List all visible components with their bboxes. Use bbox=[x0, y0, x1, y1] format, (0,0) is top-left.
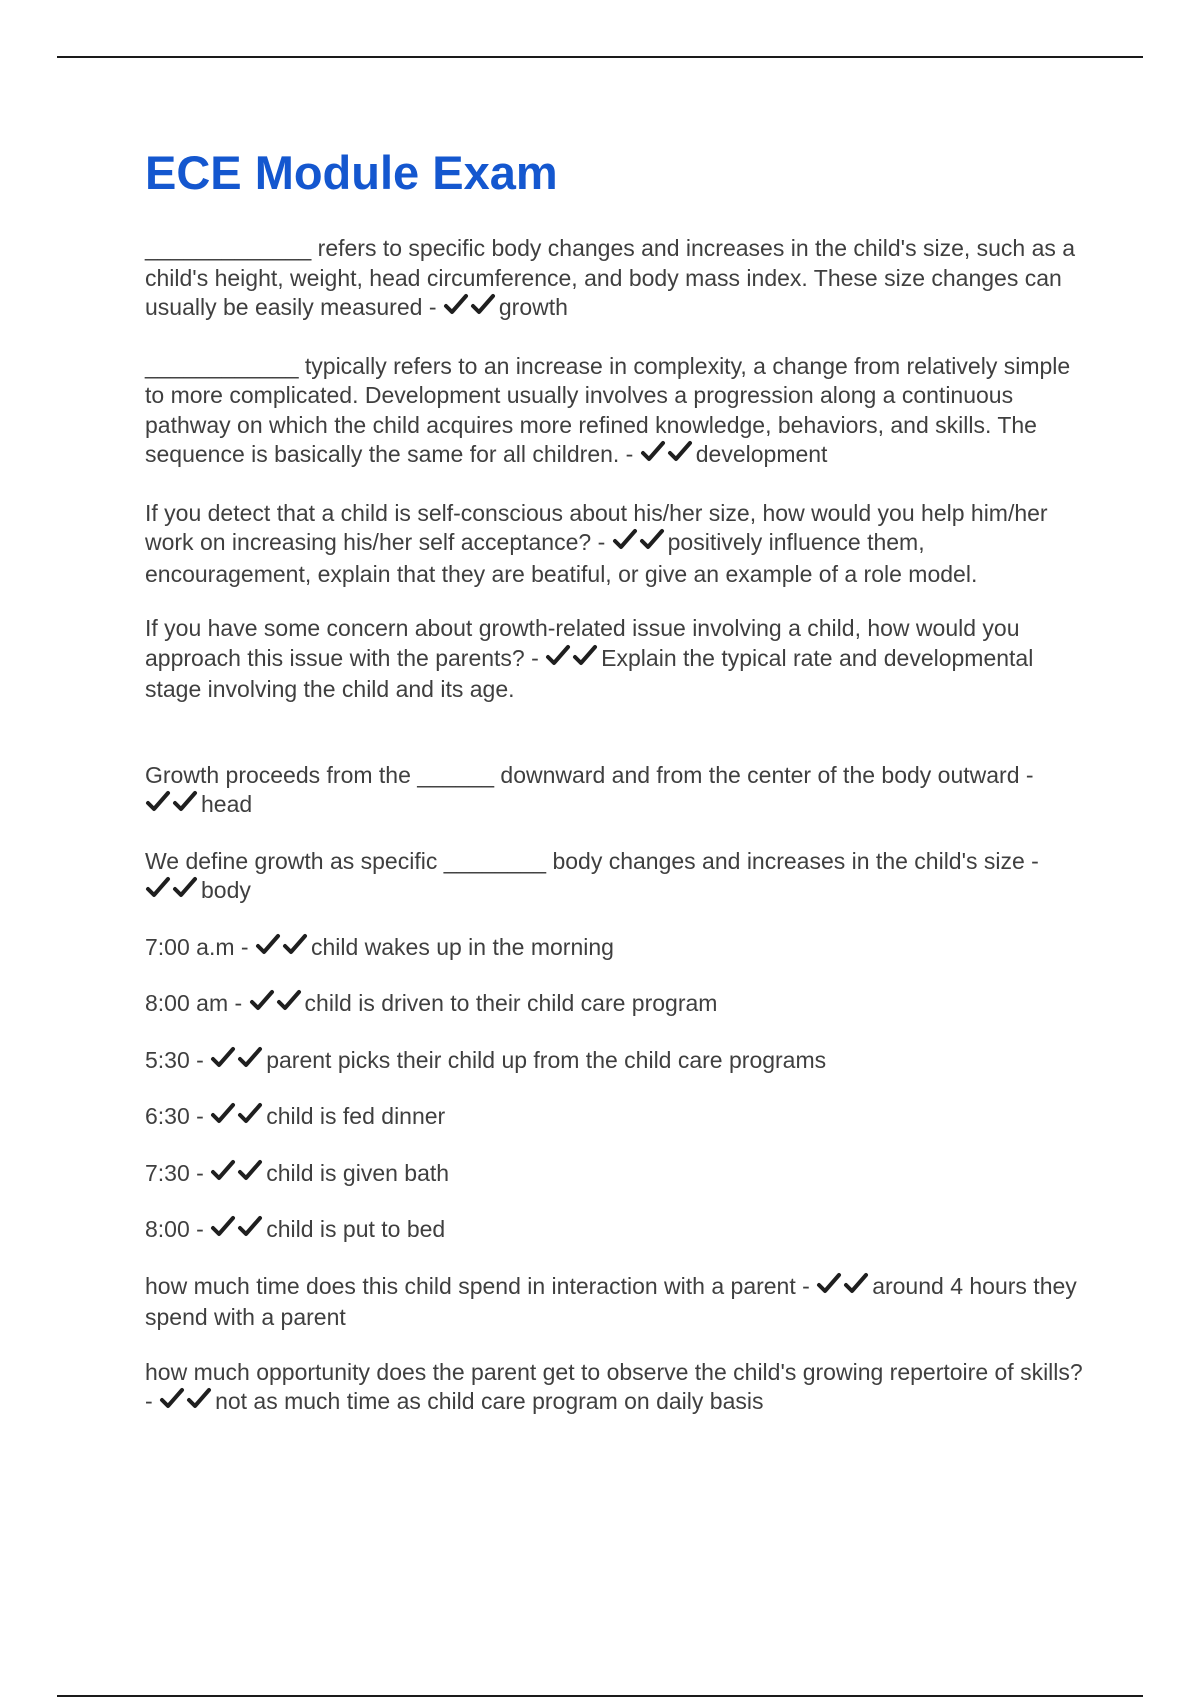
top-rule bbox=[57, 56, 1143, 58]
flashcard bbox=[145, 614, 1095, 705]
check-icon bbox=[249, 989, 276, 1013]
flashcard bbox=[145, 499, 1095, 590]
document-body bbox=[145, 140, 1095, 1419]
check-icon bbox=[210, 1102, 237, 1126]
check-icon bbox=[276, 989, 303, 1013]
card-question: 8:00 - bbox=[145, 1216, 204, 1242]
card-answer: not as much time as child care program on daily basis bbox=[215, 1388, 764, 1414]
card-question: how much opportunity does the parent get to observe the child's growing repertoire of skills? - bbox=[145, 1358, 1083, 1414]
card-answer: growth bbox=[498, 294, 568, 320]
card-question: 5:30 - bbox=[145, 1046, 204, 1073]
check-icon bbox=[237, 1159, 264, 1183]
flashcard bbox=[145, 933, 1095, 965]
check-icon bbox=[843, 1272, 870, 1296]
flashcard bbox=[145, 1102, 1095, 1134]
check-icon bbox=[640, 440, 667, 464]
flashcard-list bbox=[145, 234, 1095, 1419]
card-answer: head bbox=[201, 791, 253, 817]
card-question: 8:00 am - bbox=[145, 990, 243, 1016]
flashcard bbox=[145, 1046, 1095, 1078]
flashcard bbox=[145, 1358, 1095, 1419]
check-icon bbox=[667, 440, 694, 464]
flashcard bbox=[145, 761, 1095, 822]
card-answer: child is fed dinner bbox=[266, 1103, 446, 1129]
card-question: We define growth as specific ________ body changes and increases in the child's size - bbox=[145, 847, 1039, 874]
double-check-icon bbox=[210, 1215, 264, 1247]
card-question: 7:00 a.m - bbox=[145, 933, 249, 960]
double-check-icon bbox=[210, 1046, 264, 1078]
check-icon bbox=[172, 790, 199, 814]
check-icon bbox=[237, 1102, 264, 1126]
page-title: ECE Module Exam bbox=[145, 146, 558, 199]
check-icon bbox=[237, 1046, 264, 1070]
check-icon bbox=[816, 1272, 843, 1296]
check-icon bbox=[572, 644, 599, 668]
check-icon bbox=[255, 933, 282, 957]
card-answer: development bbox=[695, 441, 828, 467]
double-check-icon bbox=[145, 790, 199, 822]
double-check-icon bbox=[210, 1102, 264, 1134]
check-icon bbox=[282, 933, 309, 957]
check-icon bbox=[186, 1387, 213, 1411]
card-answer: Explain the typical rate and developmental stage involving the child and its age. bbox=[145, 644, 1034, 702]
card-question: If you have some concern about growth-related issue involving a child, how would you approach this issue with the parents? - bbox=[145, 615, 1020, 671]
card-answer: body bbox=[201, 877, 251, 903]
check-icon bbox=[145, 876, 172, 900]
card-question: Growth proceeds from the ______ downward and from the center of the body outward - bbox=[145, 761, 1034, 788]
flashcard bbox=[145, 1159, 1095, 1191]
double-check-icon bbox=[612, 528, 666, 560]
flashcard bbox=[145, 989, 1095, 1021]
card-answer: parent picks their child up from the child care programs bbox=[266, 1046, 827, 1073]
check-icon bbox=[145, 790, 172, 814]
card-question: _____________ refers to specific body changes and increases in the child's size, such as a child's height, weight, head circumference, and body mass index. These size changes can usually be easily measured - bbox=[145, 235, 1076, 320]
check-icon bbox=[470, 293, 497, 317]
double-check-icon bbox=[159, 1387, 213, 1419]
check-icon bbox=[210, 1215, 237, 1239]
flashcard bbox=[145, 1215, 1095, 1247]
double-check-icon bbox=[249, 989, 303, 1021]
check-icon bbox=[443, 293, 470, 317]
card-question: If you detect that a child is self-conscious about his/her size, how would you help him/her work on increasing his/her self acceptance? - bbox=[145, 499, 1048, 555]
double-check-icon bbox=[640, 440, 694, 472]
card-answer: positively influence them, encouragement, explain that they are beatiful, or give an example of a role model. bbox=[145, 529, 978, 587]
flashcard bbox=[145, 1272, 1095, 1333]
flashcard bbox=[145, 352, 1095, 472]
double-check-icon bbox=[210, 1159, 264, 1191]
card-answer: child is driven to their child care program bbox=[304, 990, 718, 1016]
card-answer: child wakes up in the morning bbox=[310, 933, 614, 960]
double-check-icon bbox=[145, 876, 199, 908]
check-icon bbox=[159, 1387, 186, 1411]
bottom-rule bbox=[57, 1695, 1143, 1697]
card-question: 7:30 - bbox=[145, 1159, 204, 1186]
flashcard bbox=[145, 234, 1095, 325]
check-icon bbox=[210, 1159, 237, 1183]
check-icon bbox=[210, 1046, 237, 1070]
check-icon bbox=[639, 528, 666, 552]
card-answer: child is put to bed bbox=[266, 1216, 446, 1242]
check-icon bbox=[545, 644, 572, 668]
check-icon bbox=[612, 528, 639, 552]
card-question: ____________ typically refers to an increase in complexity, a change from relatively simple to more complicated. Development usually involves a progression along a continuous pathway on which the child acquires more refined knowledge, behaviors, and skills. The sequence is basically the same for all children. - bbox=[145, 352, 1071, 467]
flashcard bbox=[145, 847, 1095, 908]
double-check-icon bbox=[255, 933, 309, 965]
check-icon bbox=[172, 876, 199, 900]
card-answer: child is given bath bbox=[266, 1159, 450, 1186]
card-question: 6:30 - bbox=[145, 1103, 204, 1129]
double-check-icon bbox=[816, 1272, 870, 1304]
double-check-icon bbox=[443, 293, 497, 325]
double-check-icon bbox=[545, 644, 599, 676]
check-icon bbox=[237, 1215, 264, 1239]
card-answer: around 4 hours they spend with a parent bbox=[145, 1272, 1077, 1330]
card-question: how much time does this child spend in interaction with a parent - bbox=[145, 1272, 810, 1299]
